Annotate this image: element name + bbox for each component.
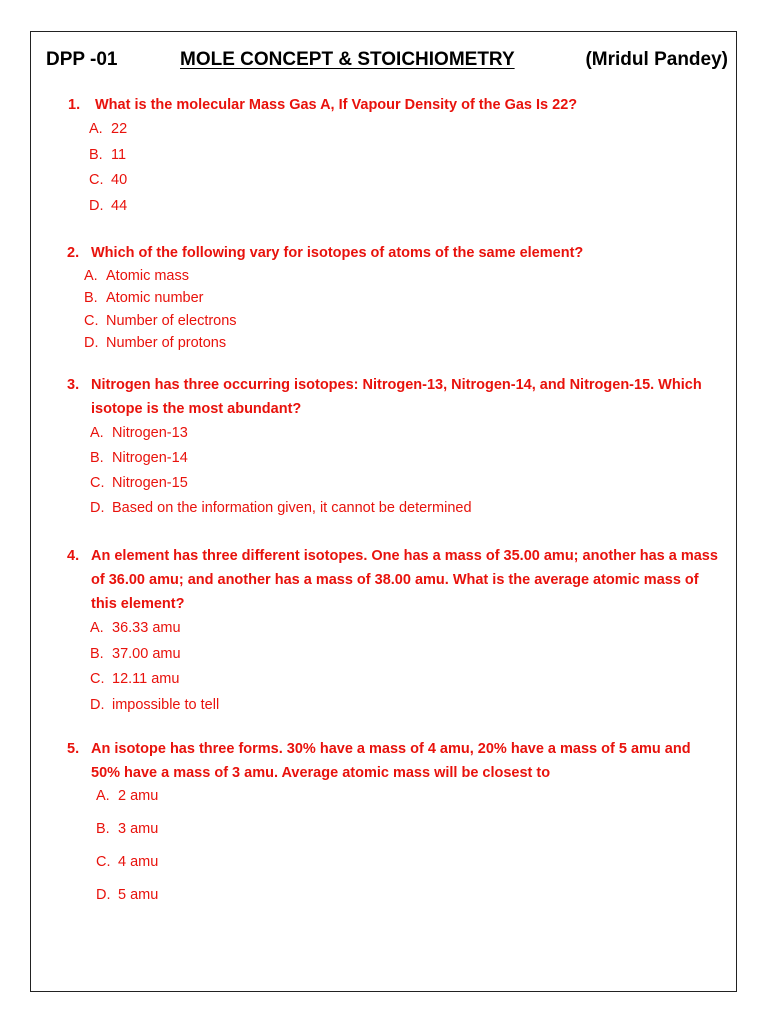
option-letter: D. bbox=[84, 334, 99, 351]
option-c bbox=[90, 471, 707, 496]
option-letter: D. bbox=[90, 696, 105, 713]
question-5 bbox=[67, 737, 719, 917]
question-1 bbox=[68, 93, 718, 219]
option-letter: C. bbox=[89, 172, 104, 188]
option-b bbox=[90, 446, 707, 471]
question-text: Which of the following vary for isotopes of atoms of the same element? bbox=[91, 245, 584, 261]
question-4 bbox=[67, 544, 719, 718]
option-text: 22 bbox=[111, 121, 128, 137]
option-text: 12.11 amu bbox=[112, 671, 180, 687]
question-2-prompt bbox=[67, 241, 717, 265]
option-letter: C. bbox=[90, 671, 105, 687]
option-text: 36.33 amu bbox=[112, 620, 181, 636]
option-letter: B. bbox=[84, 290, 98, 307]
option-b bbox=[84, 287, 717, 309]
question-text: An element has three different isotopes. One has a mass of 35.00 amu; another has a mass of 36.00 amu; and another has a mass of 38.00 amu. What is the average atomic mass of this element? bbox=[91, 548, 718, 612]
question-3-options bbox=[90, 421, 707, 521]
question-3-prompt bbox=[67, 373, 707, 421]
worksheet-title: MOLE CONCEPT & STOICHIOMETRY bbox=[180, 49, 515, 70]
option-text: Atomic number bbox=[106, 290, 204, 307]
option-letter: A. bbox=[90, 425, 104, 441]
worksheet-author: (Mridul Pandey) bbox=[585, 49, 728, 70]
option-text: Atomic mass bbox=[106, 268, 189, 284]
worksheet-code: DPP -01 bbox=[46, 49, 118, 70]
worksheet-header bbox=[46, 49, 728, 77]
option-text: Nitrogen-15 bbox=[112, 475, 188, 491]
question-text: What is the molecular Mass Gas A, If Vapour Density of the Gas Is 22? bbox=[95, 97, 578, 113]
question-1-options bbox=[89, 117, 718, 219]
option-letter: D. bbox=[96, 887, 111, 903]
option-text: 11 bbox=[111, 146, 127, 163]
option-d bbox=[90, 693, 719, 719]
option-text: Nitrogen-14 bbox=[112, 450, 188, 466]
option-text: Based on the information given, it cannot be determined bbox=[112, 500, 472, 516]
option-text: 4 amu bbox=[118, 854, 159, 870]
option-a bbox=[96, 785, 719, 818]
option-letter: C. bbox=[84, 312, 99, 329]
option-text: 3 amu bbox=[118, 821, 159, 837]
question-1-prompt bbox=[68, 93, 718, 117]
question-2 bbox=[67, 241, 717, 354]
option-c bbox=[89, 168, 718, 194]
option-text: 37.00 amu bbox=[112, 645, 181, 662]
option-letter: B. bbox=[89, 146, 103, 163]
option-letter: D. bbox=[90, 500, 105, 516]
option-letter: A. bbox=[90, 620, 104, 636]
option-text: Number of electrons bbox=[106, 312, 237, 329]
option-a bbox=[90, 421, 707, 446]
question-5-prompt bbox=[67, 737, 719, 785]
option-a bbox=[90, 616, 719, 642]
question-4-options bbox=[90, 616, 719, 718]
question-2-options bbox=[84, 265, 717, 354]
question-number: 3. bbox=[67, 377, 80, 393]
option-text: impossible to tell bbox=[112, 696, 220, 713]
question-number: 5. bbox=[67, 741, 80, 757]
option-d bbox=[96, 884, 719, 917]
option-b bbox=[89, 143, 718, 169]
option-c bbox=[96, 851, 719, 884]
question-4-prompt bbox=[67, 544, 719, 616]
option-letter: C. bbox=[96, 854, 111, 870]
option-text: 40 bbox=[111, 172, 128, 188]
option-letter: B. bbox=[90, 450, 104, 466]
option-a bbox=[84, 265, 717, 287]
option-letter: B. bbox=[96, 821, 110, 837]
option-letter: A. bbox=[96, 788, 110, 804]
question-number: 2. bbox=[67, 245, 80, 261]
question-text: Nitrogen has three occurring isotopes: Nitrogen-13, Nitrogen-14, and Nitrogen-15. Which isotope is the most abundant? bbox=[91, 377, 702, 417]
option-text: Number of protons bbox=[106, 334, 227, 351]
question-number: 4. bbox=[67, 548, 80, 564]
option-letter: B. bbox=[90, 645, 104, 662]
option-d bbox=[89, 194, 718, 220]
option-a bbox=[89, 117, 718, 143]
option-b bbox=[90, 642, 719, 668]
question-text: An isotope has three forms. 30% have a mass of 4 amu, 20% have a mass of 5 amu and 50% have a mass of 3 amu. Average atomic mass will be closest to bbox=[91, 741, 691, 781]
option-letter: D. bbox=[89, 197, 104, 214]
option-c bbox=[84, 310, 717, 332]
question-number: 1. bbox=[68, 97, 81, 113]
option-text: 44 bbox=[111, 197, 128, 214]
option-text: Nitrogen-13 bbox=[112, 425, 188, 441]
option-text: 5 amu bbox=[118, 887, 159, 903]
option-letter: A. bbox=[84, 268, 98, 284]
question-5-options bbox=[96, 785, 719, 917]
option-letter: A. bbox=[89, 121, 103, 137]
option-c bbox=[90, 667, 719, 693]
option-b bbox=[96, 818, 719, 851]
option-letter: C. bbox=[90, 475, 105, 491]
option-text: 2 amu bbox=[118, 788, 159, 804]
option-d bbox=[84, 332, 717, 354]
question-3 bbox=[67, 373, 707, 521]
option-d bbox=[90, 496, 707, 521]
